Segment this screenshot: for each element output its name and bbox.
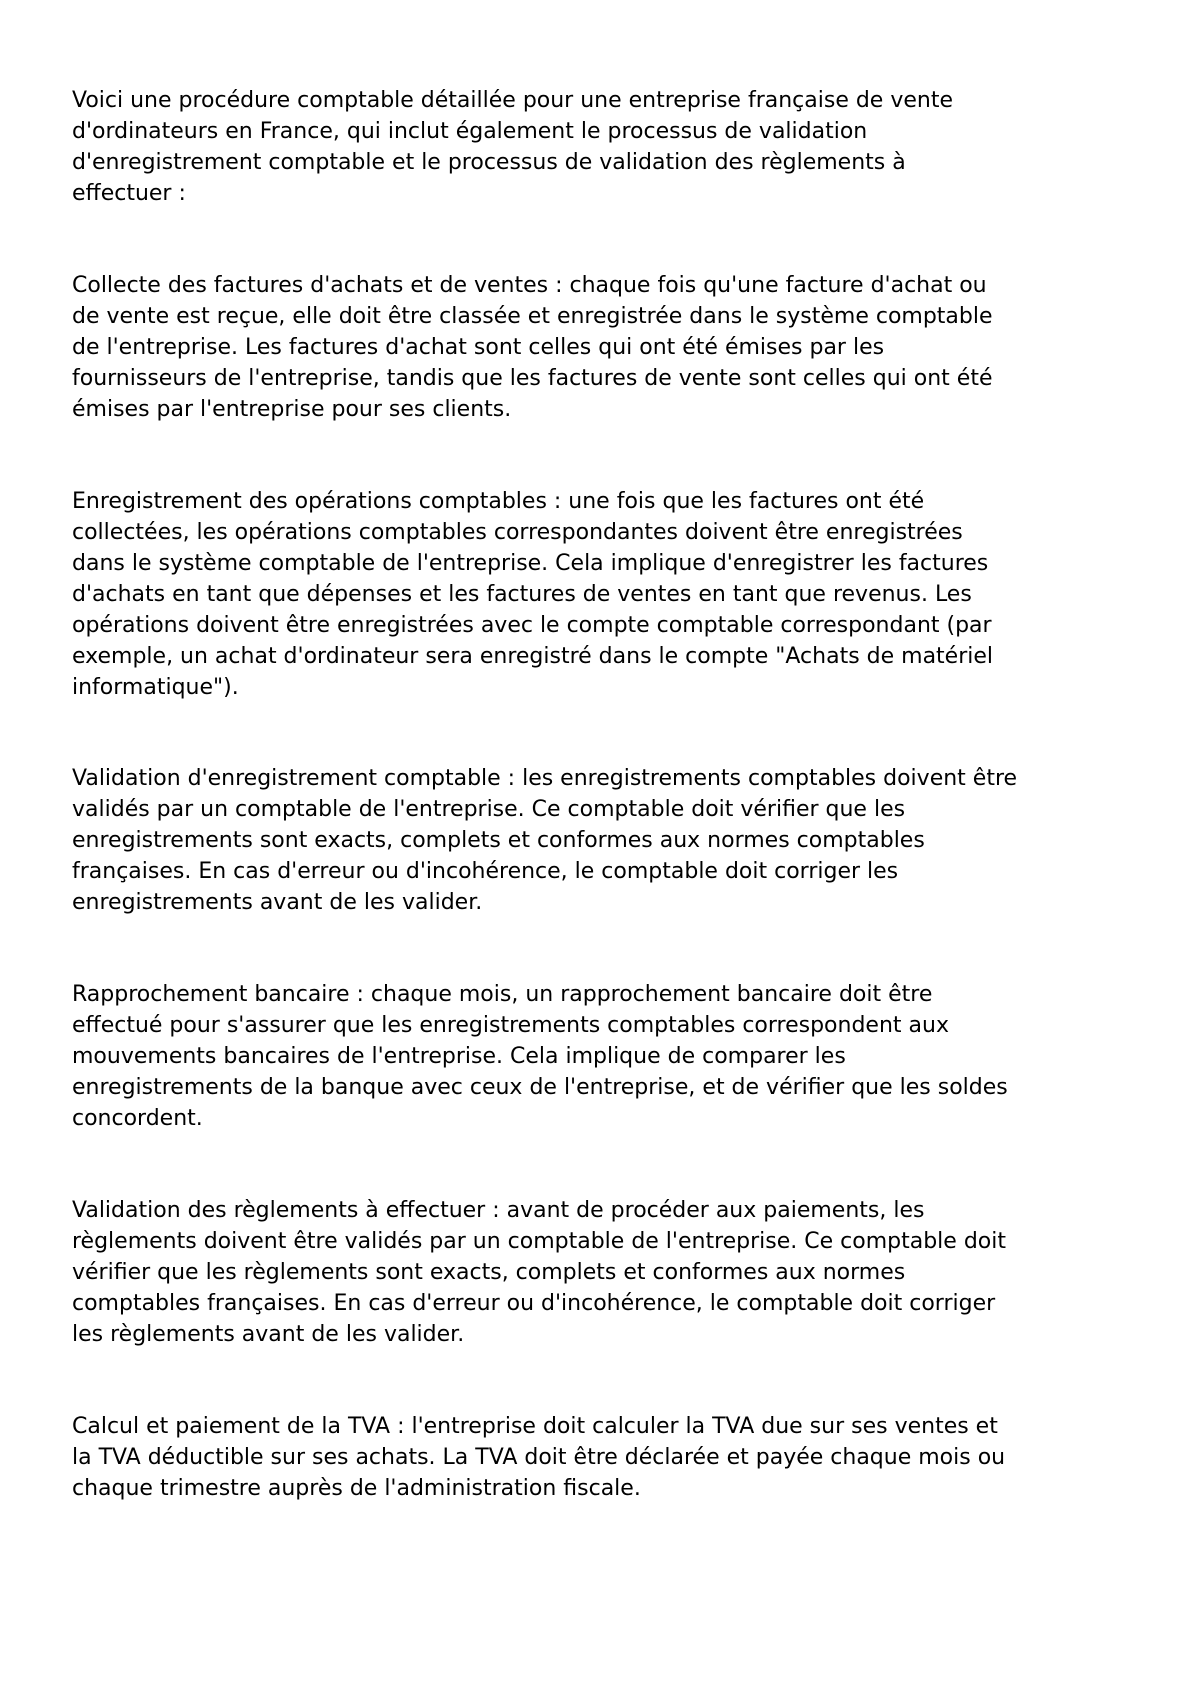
intro-paragraph: Voici une procédure comptable détaillée pour une entreprise française de vente d'ordinateurs en France, qui inclut également le processus de validation d'enregistrement comptable et le processus de validation des règlements à effectuer :	[72, 88, 953, 206]
paragraph-calcul-tva: Calcul et paiement de la TVA : l'entreprise doit calculer la TVA due sur ses ventes et la TVA déductible sur ses achats. La TVA doit être déclarée et payée chaque mois ou chaque trimestre auprès de l'administration fiscale.	[72, 1414, 1006, 1501]
paragraph-validation-reglements: Validation des règlements à effectuer : avant de procéder aux paiements, les règlements doivent être validés par un comptable de l'entreprise. Ce comptable doit vérifier que les règlements sont exacts, complets et conformes aux normes comptables françaises. En cas d'erreur ou d'incohérence, le comptable doit corriger les règlements avant de les valider.	[72, 1198, 1006, 1347]
paragraph-rapprochement-bancaire: Rapprochement bancaire : chaque mois, un rapprochement bancaire doit être effectué pour s'assurer que les enregistrements comptables correspondent aux mouvements bancaires de l'entreprise. Cela implique de comparer les enregistrements de la banque avec ceux de l'entreprise, et de vérifier que les soldes concordent.	[72, 982, 1008, 1131]
paragraph-enregistrement-operations: Enregistrement des opérations comptables : une fois que les factures ont été collectées, les opérations comptables correspondantes doivent être enregistrées dans le système comptable de l'entreprise. Cela implique d'enregistrer les factures d'achats en tant que dépenses et les factures de ventes en tant que revenus. Les opérations doivent être enregistrées avec le compte comptable correspondant (par exemple, un achat d'ordinateur sera enregistré dans le compte "Achats de matériel informatique").	[72, 489, 994, 700]
paragraph-collecte-factures: Collecte des factures d'achats et de ventes : chaque fois qu'une facture d'achat ou de vente est reçue, elle doit être classée et enregistrée dans le système comptable de l'entreprise. Les factures d'achat sont celles qui ont été émises par les fournisseurs de l'entreprise, tandis que les factures de vente sont celles qui ont été émises par l'entreprise pour ses clients.	[72, 273, 993, 422]
paragraph-validation-enregistrement: Validation d'enregistrement comptable : les enregistrements comptables doivent être validés par un comptable de l'entreprise. Ce comptable doit vérifier que les enregistrements sont exacts, complets et conformes aux normes comptables françaises. En cas d'erreur ou d'incohérence, le comptable doit corriger les enregistrements avant de les valider.	[72, 766, 1018, 915]
